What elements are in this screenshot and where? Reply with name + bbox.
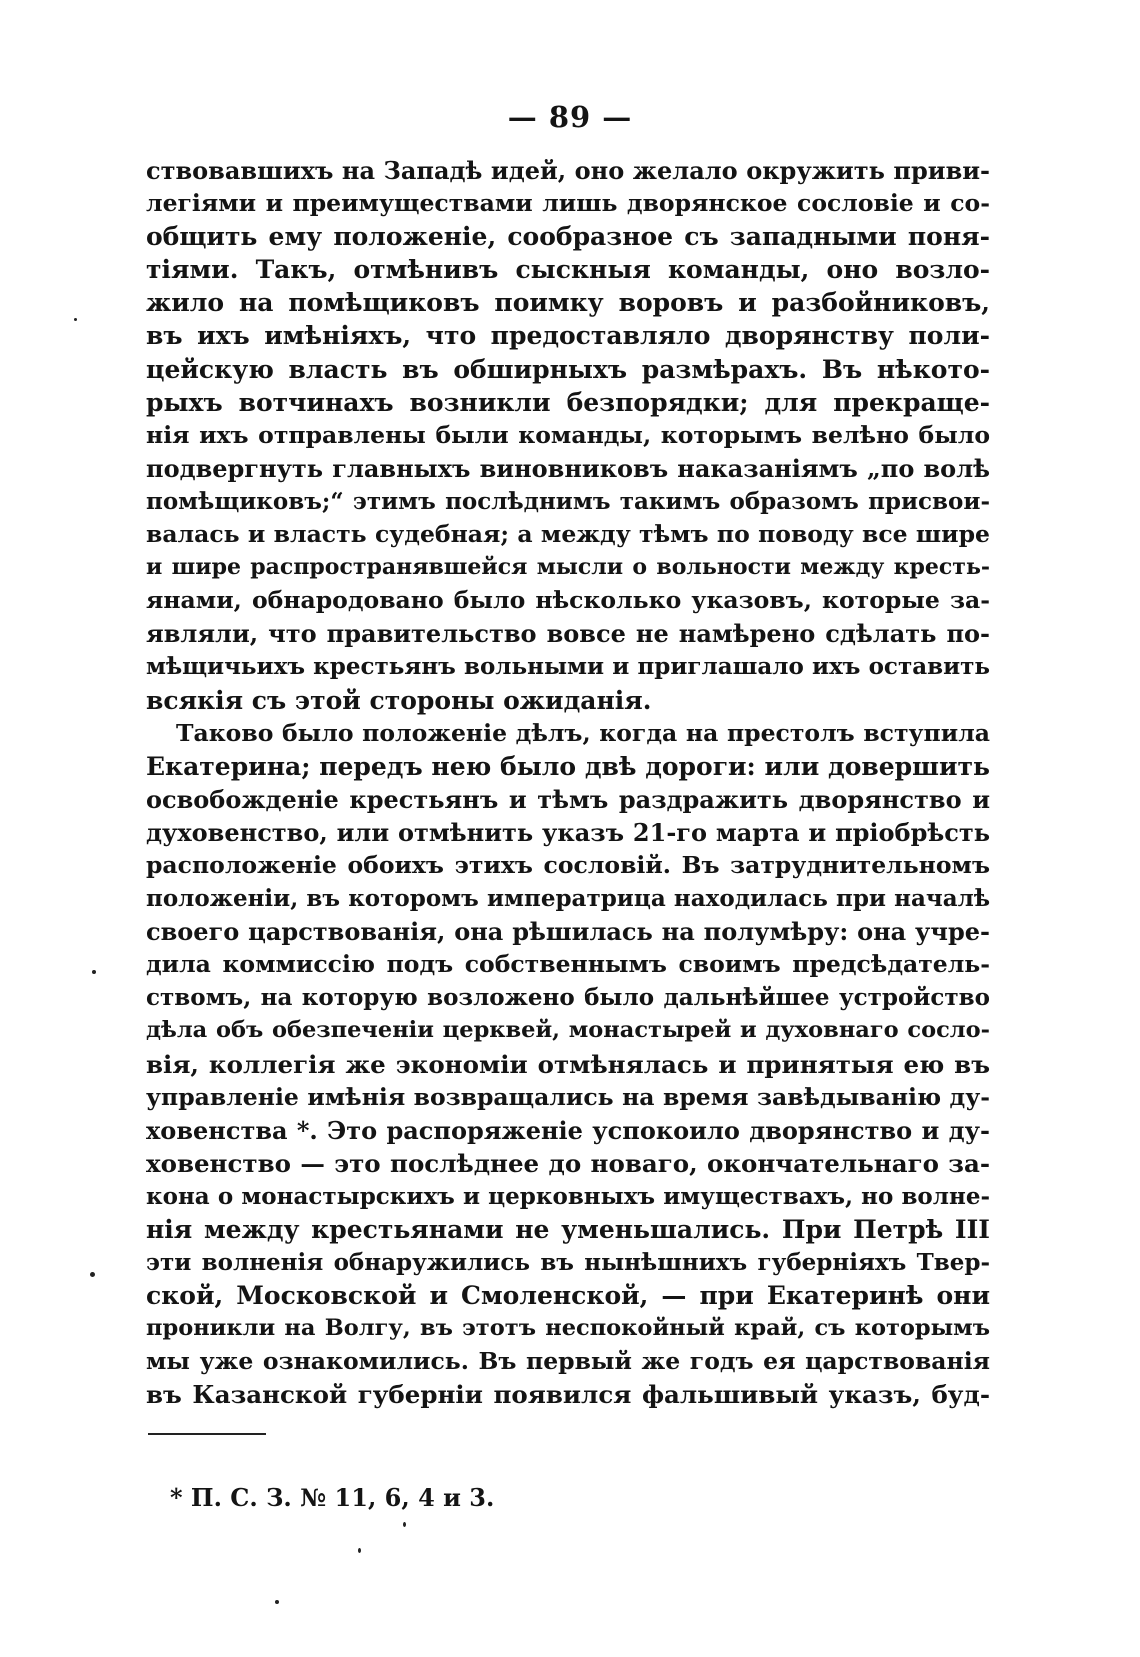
text-line: ствовавшихъ на Западѣ идей, оно желало окружить приви- (146, 156, 990, 185)
text-line: въ ихъ имѣніяхъ, что предоставляло дворянству поли- (146, 321, 990, 351)
text-line: общить ему положеніе, сообразное съ западными поня- (146, 222, 990, 252)
text-line: положеніи, въ которомъ императрица находилась при началѣ (146, 885, 990, 913)
text-line: являли, что правительство вовсе не намѣрено сдѣлать по- (146, 619, 990, 649)
text-line: проникли на Волгу, въ этотъ неспокойный край, съ которымъ (146, 1315, 990, 1342)
text-line: ховенства *. Это распоряженіе успокоило дворянство и ду- (146, 1115, 990, 1145)
text-line: нія ихъ отправлены были команды, которымъ велѣно было (146, 420, 990, 449)
text-line: мѣщичьихъ крестьянъ вольными и приглашало ихъ оставить (146, 653, 990, 681)
text-line: янами, обнародовано было нѣсколько указовъ, которые за- (146, 586, 990, 615)
scan-speck (275, 1600, 279, 1604)
page-number: — 89 — (507, 100, 633, 134)
paragraph-start-line: Таково было положеніе дѣлъ, когда на престолъ вступила (176, 718, 990, 747)
body-text (146, 154, 990, 1412)
text-line: рыхъ вотчинахъ возникли безпорядки; для прекраще- (146, 387, 990, 417)
text-line: легіями и преимуществами лишь дворянское сословіе и со- (146, 189, 990, 218)
text-line: цейскую власть въ обширныхъ размѣрахъ. Въ нѣкото- (146, 354, 990, 384)
text-line: жило на помѣщиковъ поимку воровъ и разбойниковъ, (146, 288, 990, 318)
scan-speck (403, 1522, 406, 1527)
text-line: и шире распространявшейся мысли о вольности между кресть- (146, 554, 990, 581)
scan-speck (74, 318, 77, 321)
text-line: духовенство, или отмѣнить указъ 21-го марта и пріобрѣсть (146, 817, 990, 847)
text-line: ствомъ, на которую возложено было дальнѣйшее устройство (146, 984, 990, 1012)
text-line: помѣщиковъ;“ этимъ послѣднимъ такимъ образомъ присвои- (146, 487, 990, 515)
text-line: тіями. Такъ, отмѣнивъ сыскныя команды, оно возло- (146, 255, 990, 285)
text-line: освобожденіе крестьянъ и тѣмъ раздражить дворянство и (146, 784, 990, 814)
footnote: * П. С. З. № 11, 6, 4 и 3. (170, 1483, 495, 1512)
text-line: управленіе имѣнія возвращались на время завѣдыванію ду- (146, 1082, 990, 1111)
text-line: своего царствованія, она рѣшилась на полумѣру: она учре- (146, 917, 990, 947)
text-line: ской, Московской и Смоленской, — при Екатеринѣ они (146, 1281, 990, 1311)
text-line: въ Казанской губерніи появился фальшивый указъ, буд- (146, 1380, 990, 1410)
scan-speck (358, 1548, 361, 1553)
footnote-rule (148, 1433, 266, 1435)
text-line: расположеніе обоихъ этихъ сословій. Въ затруднительномъ (146, 850, 990, 879)
text-line: мы уже ознакомились. Въ первый же годъ ея царствованія (146, 1347, 990, 1376)
text-line: нія между крестьянами не уменьшались. При Петрѣ III (146, 1215, 990, 1244)
text-line: Екатерина; передъ нею было двѣ дороги: или довершить (146, 751, 990, 781)
text-line: вія, коллегія же экономіи отмѣнялась и принятыя ею въ (146, 1049, 990, 1079)
text-line: дила коммиссію подъ собственнымъ своимъ предсѣдатель- (146, 950, 990, 979)
paragraph-end-line: всякія съ этой стороны ожиданія. (146, 685, 652, 715)
scan-speck (90, 1272, 95, 1277)
text-line: ховенство — это послѣднее до новаго, окончательнаго за- (146, 1148, 990, 1178)
text-line: подвергнуть главныхъ виновниковъ наказаніямъ „по волѣ (146, 453, 990, 483)
text-line: эти волненія обнаружились въ нынѣшнихъ губерніяхъ Твер- (146, 1249, 990, 1277)
text-line: кона о монастырскихъ и церковныхъ имуществахъ, но волне- (146, 1182, 990, 1210)
text-line: дѣла объ обезпеченіи церквей, монастырей и духовнаго сосло- (146, 1017, 990, 1044)
text-line: валась и власть судебная; а между тѣмъ по поводу все шире (146, 520, 990, 549)
scan-speck (92, 970, 96, 974)
